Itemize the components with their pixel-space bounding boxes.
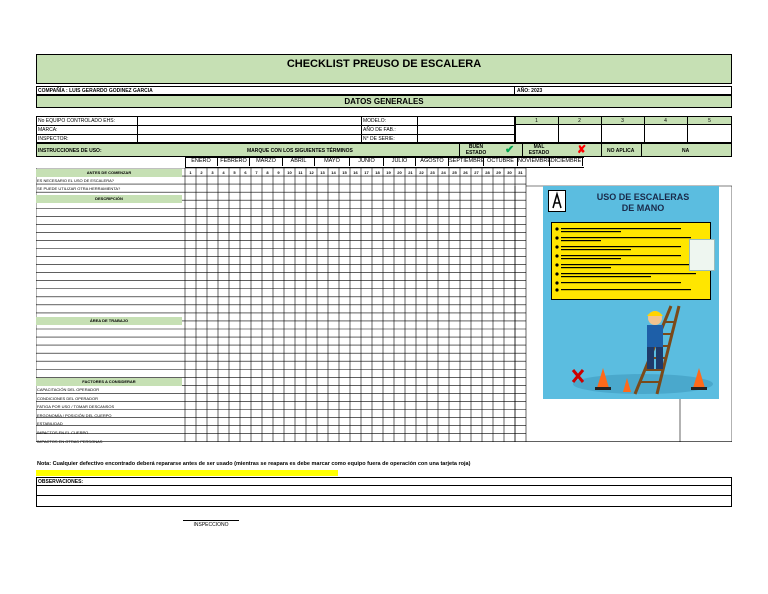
day-17: 17 xyxy=(364,170,369,175)
factor-item: FATIGA POR USO / TOMAR DESCANSOS xyxy=(37,404,115,410)
month-10: OCTUBRE xyxy=(484,157,518,166)
month-5: MAYO xyxy=(315,157,350,166)
serie-field-label: N° DE SERIE: xyxy=(363,136,395,142)
day-25: 25 xyxy=(452,170,457,175)
factor-item: CAPACITACIÓN DEL OPERADOR xyxy=(37,387,100,392)
day-12: 12 xyxy=(309,170,314,175)
descripcion-header: DESCRIPCIÓN xyxy=(36,195,182,203)
factor-item: CONDICIONES DEL OPERADOR xyxy=(37,395,98,401)
question-uso-escalera: ES NECESARIO EL USO DE ESCALERA? xyxy=(37,178,114,183)
poster-title: USO DE ESCALERAS xyxy=(596,192,690,202)
ladder-safety-poster xyxy=(543,186,719,399)
day-26: 26 xyxy=(463,170,468,175)
observaciones-label: OBSERVACIONES: xyxy=(38,479,84,485)
day-22: 22 xyxy=(419,170,424,175)
day-4: 4 xyxy=(222,170,225,175)
poster-rules-box xyxy=(551,222,711,300)
signature-label: INSPECCIONO xyxy=(193,522,229,528)
day-9: 9 xyxy=(277,170,280,175)
company-label: COMPAÑÍA : LUIS GERARDO GODINEZ GARCIA xyxy=(38,88,153,94)
month-3: MARZO xyxy=(250,157,283,166)
scale-5: 5 xyxy=(708,118,711,124)
ladder-worker-illustration xyxy=(543,298,719,398)
month-2: FEBRERO xyxy=(218,157,250,166)
day-18: 18 xyxy=(375,170,380,175)
month-8: AGOSTO xyxy=(416,157,449,166)
legend-row xyxy=(36,143,732,157)
section-datos-generales xyxy=(36,95,732,108)
modelo-field-label: MODELO: xyxy=(363,118,387,124)
note-text: Nota: Cualquier defectivo encontrado deberá repararse antes de ser usado (mientras se reapara es debe marcar como equipo fuera de operación con una tarjeta roja) xyxy=(37,461,471,467)
day-11: 11 xyxy=(298,170,303,175)
month-4: ABRIL xyxy=(283,157,315,166)
day-6: 6 xyxy=(244,170,247,175)
page-title: CHECKLIST PREUSO DE ESCALERA xyxy=(286,58,482,70)
day-31: 31 xyxy=(518,170,523,175)
title-bar xyxy=(36,54,732,84)
month-12: DICIEMBRE xyxy=(550,158,582,164)
marque-label: MARQUE CON LOS SIGUIENTES TÉRMINOS xyxy=(247,148,353,154)
day-2: 2 xyxy=(200,170,203,175)
day-1: 1 xyxy=(189,170,192,175)
day-23: 23 xyxy=(430,170,435,175)
mal-estado-label: MAL ESTADO xyxy=(528,144,550,156)
scale-4: 4 xyxy=(664,118,667,124)
day-19: 19 xyxy=(386,170,391,175)
scale-3: 3 xyxy=(621,118,624,124)
anio-fab-field-label: AÑO DE FAB.: xyxy=(363,127,396,133)
day-14: 14 xyxy=(331,170,336,175)
poster-sticky-note xyxy=(689,239,715,271)
month-11: NOVIEMBRE xyxy=(518,158,552,164)
scale-1: 1 xyxy=(535,118,538,124)
day-27: 27 xyxy=(474,170,479,175)
signature-line xyxy=(183,520,239,521)
day-21: 21 xyxy=(408,170,413,175)
day-15: 15 xyxy=(342,170,347,175)
antes-header: ANTES DE COMENZAR xyxy=(36,169,182,177)
rating-scale xyxy=(515,116,732,143)
day-8: 8 xyxy=(266,170,269,175)
factores-header: FACTORES A CONSIDERAR xyxy=(36,378,182,386)
note-highlight xyxy=(36,470,338,476)
no-aplica-label: NO APLICA xyxy=(607,148,635,154)
scale-2: 2 xyxy=(578,118,581,124)
day-28: 28 xyxy=(485,170,490,175)
factor-item: ERGONOMÍA / POSICIÓN DEL CUERPO xyxy=(37,412,112,418)
question-otra-herramienta: SE PUEDE UTILIZAR OTRA HERRAMIENTA? xyxy=(37,186,121,191)
instrucciones-label: INSTRUCCIONES DE USO: xyxy=(38,148,102,154)
day-24: 24 xyxy=(441,170,446,175)
day-7: 7 xyxy=(255,170,258,175)
x-icon: ✘ xyxy=(577,144,587,156)
day-29: 29 xyxy=(496,170,501,175)
check-icon: ✔ xyxy=(505,144,515,156)
section-title: DATOS GENERALES xyxy=(344,97,424,106)
day-30: 30 xyxy=(507,170,512,175)
factor-item: IMPACTOS EN OTRAS PERSONAS xyxy=(37,438,103,444)
month-9: SEPTIEMBRE xyxy=(449,158,485,164)
company-row xyxy=(36,86,732,95)
day-3: 3 xyxy=(211,170,214,175)
month-7: JULIO xyxy=(384,157,416,166)
poster-subtitle: DE MANO xyxy=(621,203,665,213)
day-5: 5 xyxy=(233,170,236,175)
observaciones-box xyxy=(36,477,732,507)
inspector-field-label: INSPECTOR: xyxy=(38,136,69,142)
factor-item: ESTABILIDAD xyxy=(37,421,63,427)
ladder-logo-icon xyxy=(548,190,566,212)
area-trabajo-header: ÁREA DE TRABAJO xyxy=(36,317,182,325)
year-label: AÑO: 2023 xyxy=(517,88,543,94)
na-label: NA xyxy=(682,148,690,154)
day-13: 13 xyxy=(320,170,325,175)
day-16: 16 xyxy=(353,170,358,175)
day-10: 10 xyxy=(287,170,292,175)
equipment-fields xyxy=(36,116,515,143)
month-1: ENERO xyxy=(185,157,218,166)
day-20: 20 xyxy=(397,170,402,175)
marca-field-label: MARCA: xyxy=(38,127,58,133)
equipo-field-label: No EQUIPO CONTROLADO EHS: xyxy=(38,118,115,124)
month-6: JUNIO xyxy=(350,157,384,166)
buen-estado-label: BUEN ESTADO xyxy=(465,144,487,156)
factor-item: IMPACTOS EN EL CUERPO xyxy=(37,430,89,435)
